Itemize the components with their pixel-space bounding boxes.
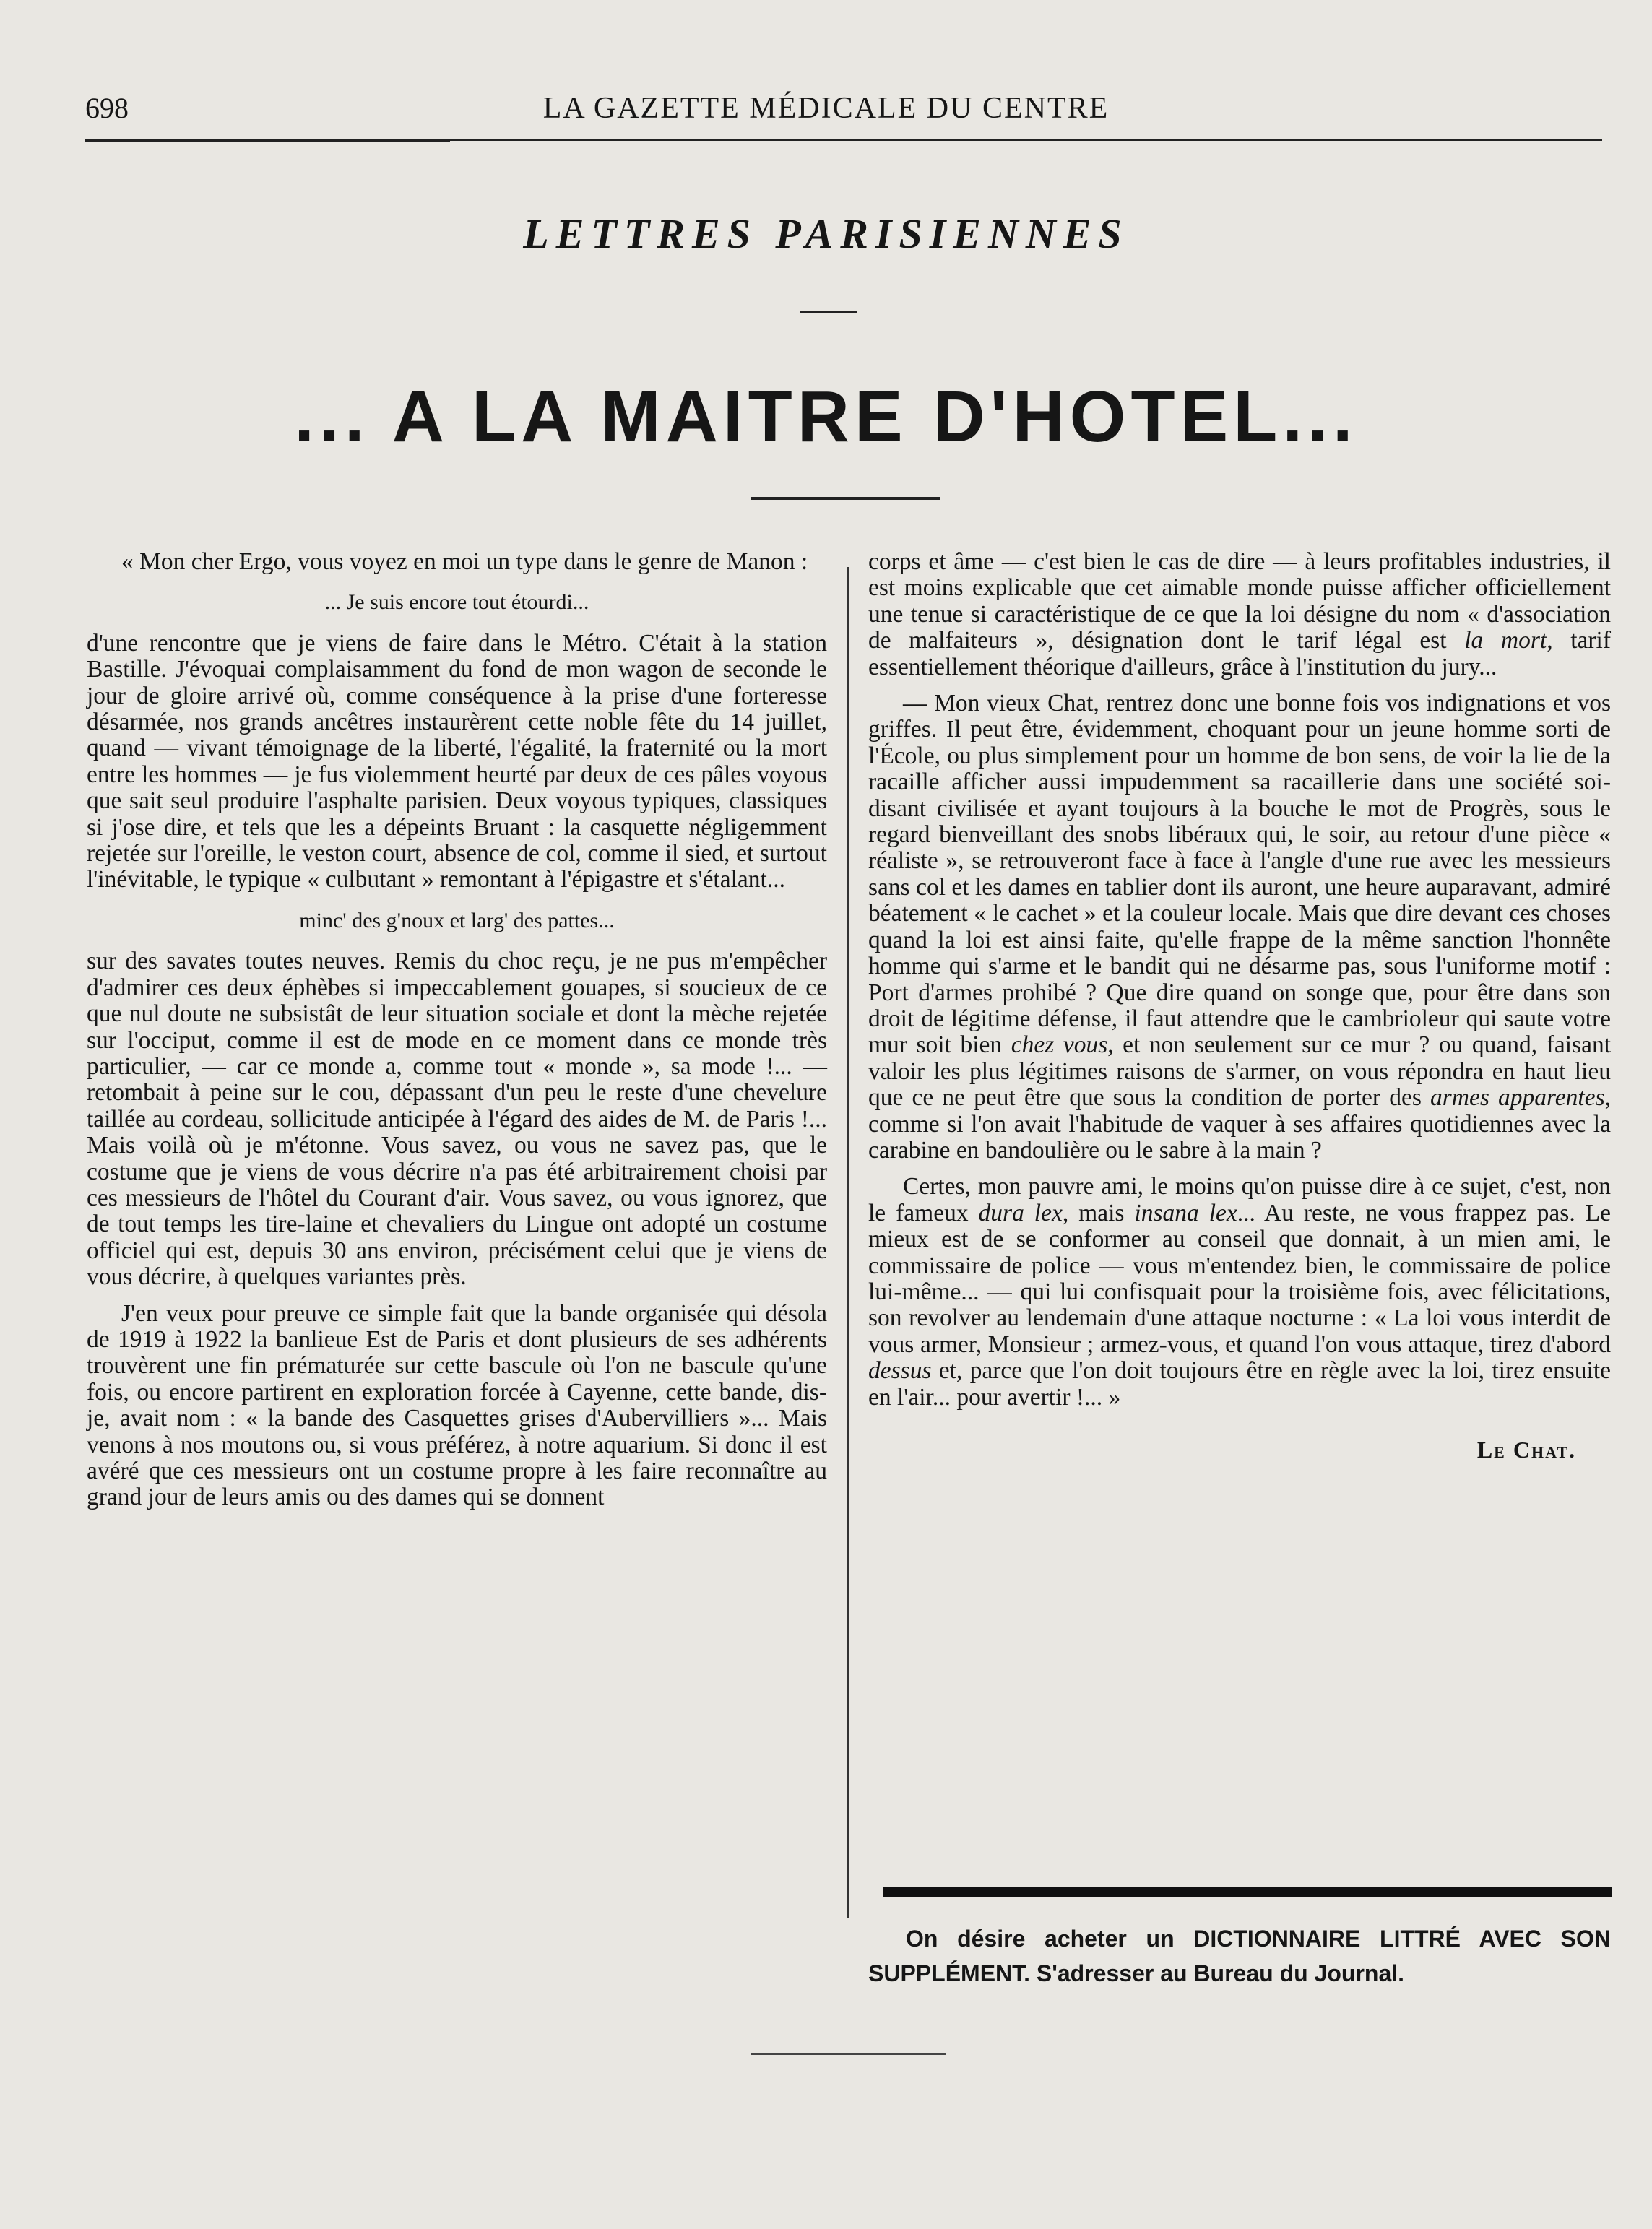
verse-quote-2: minc' des g'noux et larg' des pattes... [299, 908, 615, 932]
classified-notice: On désire acheter un DICTIONNAIRE LITTRÉ AVEC SON SUPPLÉMENT. S'adresser au Bureau du Journal. [868, 1926, 1611, 1986]
right-paragraph-1: corps et âme — c'est bien le cas de dire — à leurs profitables industries, il est moins explicable que cet aimable monde puisse afficher officiellement une tenue si caractéristique de ce que la loi désigne du nom « d'association de malfaiteurs », désignation dont le tarif légal est la mort, tarif essentiellement théorique d'ailleurs, grâce à l'institution du jury... [868, 548, 1611, 680]
header-rule-right [450, 139, 1602, 141]
right-column [868, 549, 1611, 1463]
page-number: 698 [85, 92, 129, 124]
title-divider [751, 497, 940, 500]
left-column [87, 549, 827, 1511]
left-paragraph-1: « Mon cher Ergo, vous voyez en moi un type dans le genre de Manon : [121, 548, 808, 575]
journal-title: LA GAZETTE MÉDICALE DU CENTRE [542, 92, 1110, 125]
author-signature: Le Chat. [1476, 1437, 1576, 1463]
right-paragraph-3: Certes, mon pauvre ami, le moins qu'on puisse dire à ce sujet, c'est, non le fameux dura lex, mais insana lex... Au reste, ne vous frappez pas. Le mieux est de se conformer au conseil que donnait, à un mien ami, le commissaire de police — vous m'entendez bien, le commissaire de police lui-même... — qui lui confisquait pour la troisième fois, avec félicitations, son revolver au lendemain d'une attaque nocturne : « La loi vous interdit de vous armer, Monsieur ; armez-vous, et quand l'on vous attaque, tirez d'abord dessus et, parce que l'on doit toujours être en règle avec la loi, tirez ensuite en l'air... pour avertir !... » [868, 1173, 1611, 1411]
left-paragraph-2: d'une rencontre que je viens de faire dans le Métro. C'était à la station Bastille. J'évoquai complaisamment du fond de mon wagon de seconde le jour de gloire arrivé où, comme conséquence à la prise d'une forteresse désarmée, nos grands ancêtres instaurèrent cette noble fête du 14 juillet, quand — vivant témoignage de la liberté, l'égalité, la fraternité ou la mort entre les hommes — je fus violemment heurté par deux de ces pâles voyous que sait seul produire l'asphalte parisien. Deux voyous typiques, classiques si j'ose dire, et tels que les a dépeints Bruant : la casquette négligemment rejetée sur l'oreille, le veston court, absence de col, comme il sied, et surtout l'inévitable, le typique « culbutant » remontant à l'épigastre et s'étalant... [87, 629, 827, 893]
header-rule-left [85, 139, 450, 142]
column-divider [847, 567, 849, 1918]
left-paragraph-4: J'en veux pour preuve ce simple fait que la bande organisée qui désola de 1919 à 1922 la banlieue Est de Paris et dont plusieurs de ses adhérents trouvèrent une fin prématurée sur cette bascule où l'on ne bascule qu'une fois, ou encore partirent en exploration forcée à Cayenne, cette bande, dis-je, avait nom : « la bande des Casquettes grises d'Aubervilliers »... Mais venons à nos moutons ou, si vous préférez, à notre aquarium. Si donc il est avéré que ces messieurs ont un costume propre à les faire reconnaître au grand jour de leurs amis ou des dames qui se donnent [87, 1299, 827, 1511]
rubric-divider [800, 311, 857, 313]
bottom-divider [751, 2053, 946, 2055]
rubric-heading: LETTRES PARISIENNES [523, 210, 1129, 257]
verse-quote-1: ... Je suis encore tout étourdi... [324, 590, 589, 615]
notice-divider [883, 1887, 1612, 1897]
article-title: ... A LA MAITRE D'HOTEL... [294, 376, 1358, 457]
left-paragraph-3: sur des savates toutes neuves. Remis du choc reçu, je ne pus m'empêcher d'admirer ces deux éphèbes si impeccablement gouapes, si soucieux de ce que nul doute ne subsistât de leur situation sociale et dont la mèche rejetée sur l'occiput, comme il est de mode en ce moment dans ce monde très particulier, — car ce monde a, comme tout « monde », sa mode !... — retombait à peine sur le cou, dépassant d'un peu le reste d'une chevelure taillée au cordeau, sollicitude anticipée à l'égard des aides de M. de Paris !... Mais voilà où je m'étonne. Vous savez, ou vous ne savez pas, que le costume que je viens de vous décrire n'a pas été arbitrairement choisi par ces messieurs de l'hôtel du Courant d'air. Vous savez, ou vous ignorez, que de tout temps les tire-laine et chevaliers du Lingue ont adopté un costume officiel qui est, depuis 30 ans environ, précisément celui que je viens de vous décrire, à quelques variantes près. [87, 948, 827, 1291]
right-paragraph-2: — Mon vieux Chat, rentrez donc une bonne fois vos indignations et vos griffes. Il peut être, évidemment, choquant pour un jeune homme sorti de l'École, ou plus simplement pour un homme de bon sens, de voir la lie de la racaille afficher aussi impudemment sa racaillerie dans une société soi-disant civilisée et ayant toujours à la bouche le mot de Progrès, sous le regard bienveillant des snobs libéraux qui, le soir, au retour d'une pièce « réaliste », se retrouveront face à face à l'angle d'une rue avec les messieurs sans col et les dames en tablier dont ils auront, une heure auparavant, admiré béatement « le cachet » et la couleur locale. Mais que dire devant ces choses quand la loi est ainsi faite, qu'elle frappe de la même sanction l'honnête homme qui s'arme et le bandit qui ne désarme pas, sous l'uniforme motif : Port d'armes prohibé ? Que dire quand on songe que, pour être dans son droit de légitime défense, il faut attendre que le cambrioleur qui saute votre mur soit bien chez vous, et non seulement sur ce mur ? ou quand, faisant valoir les plus légitimes raisons de s'armer, on vous répondra en haut lieu que ce ne peut être que sous la condition de porter des armes apparentes, comme si l'on avait l'habitude de vaquer à ses affaires quotidiennes avec la carabine en bandoulière ou le sabre à la main ? [868, 690, 1612, 1164]
